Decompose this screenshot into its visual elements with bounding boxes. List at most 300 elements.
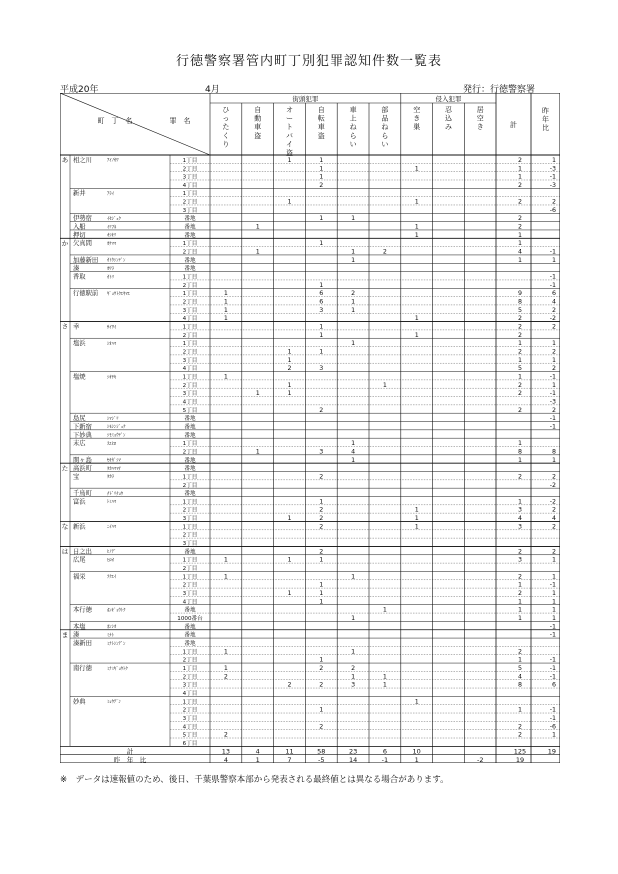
prev-year-header (542, 106, 549, 132)
town-kana: ｲｾｼﾞｭｸ (107, 217, 121, 223)
svg-text:転: 転 (317, 114, 325, 123)
row-sub-label: 1丁目 (182, 374, 198, 381)
cell-value: 1 (319, 156, 324, 164)
cell-value: 1 (319, 598, 324, 606)
town-kana: ｼｵﾊﾏ (107, 341, 117, 347)
cell-value: 1 (351, 298, 356, 306)
town-name: 塩焼 (73, 373, 86, 381)
row-prev: -1 (549, 664, 556, 672)
row-sub-label: 番地 (184, 224, 196, 231)
row-prev: -2 (549, 498, 556, 506)
svg-text:盗: 盗 (254, 131, 262, 140)
svg-text:ら: ら (381, 131, 389, 140)
cell-value: 1 (223, 290, 228, 298)
cell-value: 1 (287, 356, 292, 364)
row-total: 9 (517, 290, 523, 298)
cell-value: 1 (319, 240, 324, 248)
row-total: 2 (517, 390, 523, 398)
summary-value: 6 (382, 747, 387, 756)
row-sub-label: 2丁目 (182, 707, 198, 714)
cell-value: 1 (382, 606, 387, 614)
cell-value: 1 (287, 590, 292, 598)
row-sub-label: 1丁目 (182, 499, 198, 506)
column-header (381, 105, 388, 148)
cell-value: 2 (319, 723, 324, 731)
town-kana: ｽｴﾋﾛ (107, 441, 117, 447)
cell-value: 2 (319, 506, 324, 514)
total-header: 計 (510, 121, 517, 129)
town-name: 行徳駅前 (73, 290, 99, 298)
row-prev: 1 (551, 598, 556, 606)
row-sub-label: 番地 (184, 457, 196, 464)
section-kana: は (61, 547, 69, 556)
row-sub-label: 番地 (184, 607, 196, 614)
row-total: 1 (517, 373, 523, 381)
row-total: 4 (517, 515, 523, 523)
row-prev: 1 (551, 606, 556, 614)
cell-value: 1 (319, 281, 324, 289)
column-header (477, 105, 484, 131)
town-name: 広尾 (73, 556, 86, 564)
row-prev: 2 (551, 473, 556, 481)
row-sub-label: 番地 (184, 257, 196, 264)
row-prev: 6 (551, 681, 556, 689)
town-kana: ｶﾜﾗ (107, 267, 114, 273)
row-prev: 2 (551, 406, 556, 414)
row-total: 2 (517, 331, 523, 339)
row-total: 8 (517, 298, 523, 306)
cell-value: 2 (351, 290, 356, 298)
row-sub-label: 4丁目 (182, 724, 198, 731)
summary-value: -1 (381, 755, 389, 763)
row-prev: 1 (551, 615, 556, 623)
cell-value: 1 (255, 248, 260, 256)
cell-value: 1 (414, 231, 419, 239)
town-name: 塩浜 (73, 340, 86, 348)
row-prev: 6 (551, 290, 556, 298)
cell-value: 1 (223, 315, 228, 323)
summary-value: -5 (318, 755, 325, 763)
row-total: 2 (517, 181, 523, 189)
row-sub-label: 番地 (184, 432, 196, 439)
svg-text:車: 車 (254, 123, 262, 132)
row-total: 2 (517, 573, 523, 581)
town-kana: ﾀｶﾊﾏﾏﾁ (107, 466, 121, 472)
summary-value: 11 (285, 747, 294, 756)
svg-text:空: 空 (413, 106, 421, 114)
row-prev: -6 (549, 206, 556, 214)
summary-value: 4 (223, 755, 228, 763)
cell-value: 1 (319, 165, 324, 173)
row-sub-label: 2丁目 (182, 507, 198, 514)
row-total: 2 (517, 473, 523, 481)
row-total: 8 (517, 448, 523, 456)
row-prev: 2 (551, 523, 556, 531)
row-prev: 2 (551, 306, 556, 314)
row-sub-label: 3丁目 (182, 541, 198, 548)
row-sub-label: 4丁目 (182, 399, 198, 406)
cell-value: 1 (414, 523, 419, 531)
row-prev: -6 (549, 723, 556, 731)
cell-value: 1 (351, 615, 356, 623)
cell-value: 1 (255, 223, 260, 231)
cell-value: 1 (287, 156, 292, 164)
row-sub-label: 2丁目 (182, 382, 198, 389)
svg-text:年: 年 (542, 115, 549, 124)
svg-text:き: き (476, 123, 484, 132)
table-grid (60, 93, 560, 763)
row-sub-label: 3丁目 (182, 516, 198, 523)
row-sub-label: 2丁目 (182, 657, 198, 664)
compare-label: 昨 年 比 (113, 755, 147, 763)
cell-value: 2 (319, 473, 324, 481)
cell-value: 6 (319, 290, 324, 298)
row-total: 1 (517, 240, 523, 248)
town-kana: ｼﾓﾐｮｳﾃﾞﾝ (107, 433, 126, 439)
row-prev: 4 (551, 298, 556, 306)
town-name: 本行徳 (73, 606, 92, 614)
cell-value: 2 (223, 673, 228, 681)
cell-value: 1 (414, 515, 419, 523)
section-kana: あ (61, 156, 69, 165)
svg-text:比: 比 (542, 124, 549, 133)
cell-value: 6 (319, 298, 324, 306)
report-month: 4月 (205, 85, 220, 95)
row-sub-label: 2丁目 (182, 199, 198, 206)
row-total: 2 (517, 223, 523, 231)
row-sub-label: 1丁目 (182, 557, 198, 564)
svg-text:込: 込 (445, 114, 452, 123)
svg-text:盗: 盗 (317, 131, 325, 140)
row-total: 8 (517, 681, 523, 689)
row-total: 5 (517, 664, 523, 672)
town-name: 末広 (73, 440, 86, 448)
cell-value: 1 (319, 581, 324, 589)
row-total: 2 (517, 315, 523, 323)
row-prev: 1 (551, 256, 556, 264)
cell-value: 1 (223, 556, 228, 564)
section-kana: ま (61, 630, 69, 639)
cell-value: 4 (351, 448, 356, 456)
row-sub-label: 2丁目 (182, 482, 198, 489)
town-name: 下妙典 (73, 431, 92, 439)
row-total: 2 (517, 156, 523, 164)
section-kana: か (61, 239, 69, 248)
svg-text:ひ: ひ (222, 106, 230, 114)
row-total: 1 (517, 165, 523, 173)
cell-value: 1 (414, 165, 419, 173)
row-sub-label: 3丁目 (182, 715, 198, 722)
cell-value: 2 (382, 248, 387, 256)
cell-value: 1 (351, 440, 356, 448)
town-kana: ﾐﾅﾄ (107, 633, 114, 639)
corner-town-label: 町 丁 名 (97, 117, 133, 125)
row-prev: -1 (549, 714, 556, 722)
row-prev: 1 (551, 456, 556, 464)
cell-value: 1 (351, 673, 356, 681)
cell-value: 1 (414, 506, 419, 514)
row-prev: -3 (549, 181, 556, 189)
cell-value: 1 (319, 590, 324, 598)
row-sub-label: 番地 (184, 491, 196, 498)
town-kana: ﾐｮｳﾃﾞﾝ (107, 700, 121, 706)
row-total: 2 (517, 731, 523, 739)
row-sub-label: 1丁目 (182, 699, 198, 706)
svg-text:ね: ね (381, 123, 389, 132)
svg-text:り: り (222, 140, 230, 149)
summary-value: 58 (317, 747, 326, 756)
cell-value: 1 (223, 573, 228, 581)
cell-value: 1 (414, 198, 419, 206)
row-prev: 4 (551, 515, 556, 523)
document-title: 行徳警察署管内町丁別犯罪認知件数一覧表 (175, 54, 442, 69)
row-sub-label: 1丁目 (182, 524, 198, 531)
svg-text:動: 動 (254, 114, 262, 123)
town-kana: ｼﾓｼﾝｼﾞｭｸ (107, 425, 126, 431)
svg-text:ト: ト (286, 123, 293, 132)
town-name: 湊新田 (73, 639, 92, 647)
town-kana: ｾｷｶﾞｼﾏ (107, 458, 121, 464)
cell-value: 1 (255, 448, 260, 456)
svg-text:居: 居 (476, 106, 484, 114)
row-sub-label: 1丁目 (182, 474, 198, 481)
row-sub-label: 3丁目 (182, 682, 198, 689)
cell-value: 3 (351, 681, 356, 689)
summary-value: 10 (412, 747, 421, 756)
column-header (413, 105, 420, 131)
town-name: 関ヶ島 (73, 456, 92, 464)
svg-text:い: い (349, 140, 357, 149)
town-name: 入船 (73, 223, 86, 231)
cell-value: 2 (223, 731, 228, 739)
row-total: 5 (517, 365, 523, 373)
cell-value: 1 (319, 656, 324, 664)
town-name: 欠真間 (73, 240, 92, 248)
cell-value: 1 (319, 173, 324, 181)
town-name: 本塩 (73, 623, 86, 631)
row-prev: -1 (549, 273, 556, 281)
svg-text:空: 空 (476, 114, 484, 123)
row-total: 1 (517, 173, 523, 181)
cell-value: 1 (319, 556, 324, 564)
row-sub-label: 2丁目 (182, 332, 198, 339)
row-sub-label: 1丁目 (182, 274, 198, 281)
row-sub-label: 番地 (184, 640, 196, 647)
row-sub-label: 2丁目 (182, 282, 198, 289)
town-name: 伊勢宿 (73, 215, 92, 223)
svg-text:上: 上 (349, 114, 357, 123)
cell-value: 1 (382, 673, 387, 681)
row-sub-label: 2丁目 (182, 249, 198, 256)
cell-value: 2 (319, 681, 324, 689)
cell-value: 1 (319, 323, 324, 331)
row-prev: 1 (551, 356, 556, 364)
cell-value: 1 (351, 573, 356, 581)
row-total: 2 (517, 548, 523, 556)
summary-value: 1 (255, 755, 260, 763)
row-sub-label: 5丁目 (182, 732, 198, 739)
section-kana: な (61, 522, 69, 531)
row-prev: 1 (551, 573, 556, 581)
town-kana: ﾄﾐﾊﾏ (107, 500, 117, 506)
cell-value: 1 (351, 248, 356, 256)
cell-value: 2 (319, 548, 324, 556)
cell-value: 1 (351, 648, 356, 656)
town-name: 相之川 (73, 156, 92, 164)
row-prev: -1 (549, 248, 556, 256)
svg-text:く: く (222, 131, 230, 140)
town-kana: ｲﾘﾌﾈ (107, 225, 117, 231)
row-prev: -1 (549, 631, 556, 639)
svg-text:オ: オ (286, 106, 293, 114)
cell-value: 1 (255, 390, 260, 398)
row-prev: -1 (549, 373, 556, 381)
footnote: ※ データは速報値のため、後日、千葉県警察本部から発表される最終値とは異なる場合があります。 (60, 775, 449, 785)
group-header: 街頭犯罪 (292, 95, 319, 103)
svg-text:き: き (413, 114, 421, 123)
row-total: 1 (517, 340, 523, 348)
summary-value: -2 (477, 755, 484, 763)
row-sub-label: 3丁目 (182, 207, 198, 214)
summary-value: 13 (221, 747, 231, 756)
row-prev: -1 (549, 673, 556, 681)
cell-value: 1 (287, 515, 292, 523)
cell-value: 1 (287, 198, 292, 206)
row-total: 2 (517, 323, 523, 331)
cell-value: 1 (287, 556, 292, 564)
cell-value: 1 (382, 381, 387, 389)
row-sub-label: 番地 (184, 424, 196, 431)
town-name: 千鳥町 (73, 490, 92, 498)
row-total: 5 (517, 306, 523, 314)
column-header (254, 105, 261, 140)
row-sub-label: 4丁目 (182, 316, 198, 323)
town-kana: ﾁﾄﾞﾘﾁｮｳ (107, 491, 124, 497)
town-kana: ﾋﾉﾃﾞ (107, 550, 117, 556)
row-sub-label: 4丁目 (182, 366, 198, 373)
row-sub-label: 2丁目 (182, 566, 198, 573)
row-sub-label: 2丁目 (182, 674, 198, 681)
row-sub-label: 1丁目 (182, 665, 198, 672)
town-kana: ﾐﾅﾐｷﾞｮｳﾄｸ (107, 666, 128, 672)
row-total: 1 (517, 440, 523, 448)
town-kana: ｶｹﾏﾏ (107, 242, 117, 248)
row-sub-label: 2丁目 (182, 532, 198, 539)
row-prev: 1 (551, 590, 556, 598)
svg-text:た: た (222, 123, 230, 132)
town-name: 富浜 (73, 498, 86, 506)
svg-text:自: 自 (254, 106, 262, 114)
summary-value: 4 (255, 747, 260, 756)
publisher: 発行：行徳警察署 (463, 85, 536, 95)
row-prev: -1 (549, 656, 556, 664)
svg-text:巣: 巣 (413, 123, 421, 132)
svg-text:車: 車 (349, 106, 357, 114)
cell-value: 1 (287, 381, 292, 389)
row-sub-label: 2丁目 (182, 349, 198, 356)
summary-prev: 19 (547, 747, 556, 756)
cell-value: 2 (351, 664, 356, 672)
row-sub-label: 1丁目 (182, 191, 198, 198)
cell-value: 2 (319, 664, 324, 672)
cell-value: 1 (223, 664, 228, 672)
row-sub-label: 番地 (184, 624, 196, 631)
town-kana: ｼﾏｼﾞﾘ (107, 416, 119, 422)
row-prev: 2 (551, 323, 556, 331)
town-name: 加藤新田 (73, 256, 99, 264)
row-prev: -1 (549, 706, 556, 714)
town-name: 幸 (73, 323, 80, 331)
section-kana: さ (61, 322, 69, 331)
svg-text:い: い (381, 140, 389, 149)
town-kana: ﾋﾛｵ (107, 558, 114, 564)
row-sub-label: 番地 (184, 549, 196, 556)
row-sub-label: 2丁目 (182, 449, 198, 456)
row-prev: 1 (551, 156, 556, 164)
row-sub-label: 番地 (184, 632, 196, 639)
row-total: 4 (517, 673, 523, 681)
cell-value: 2 (319, 181, 324, 189)
row-prev: 2 (551, 548, 556, 556)
row-sub-label: 番地 (184, 232, 196, 239)
cell-value: 2 (319, 523, 324, 531)
row-prev: -1 (549, 173, 556, 181)
town-kana: ﾐﾅﾄｼﾝﾃﾞﾝ (107, 641, 126, 647)
cell-value: 1 (351, 256, 356, 264)
row-sub-label: 番地 (184, 466, 196, 473)
row-prev: 1 (551, 381, 556, 389)
row-total: 2 (517, 198, 523, 206)
town-name: 湊 (73, 631, 80, 639)
town-kana: ﾌｸｴｲ (107, 575, 117, 581)
row-sub-label: 2丁目 (182, 166, 198, 173)
row-sub-label: 1000番台 (177, 616, 203, 623)
town-kana: ｻｲﾜｲ (107, 325, 117, 331)
row-total: 1 (517, 356, 523, 364)
row-total: 2 (517, 590, 523, 598)
town-name: 島尻 (73, 415, 86, 423)
cell-value: 3 (319, 448, 324, 456)
row-prev: -3 (549, 165, 556, 173)
row-total: 1 (517, 598, 523, 606)
row-sub-label: 1丁目 (182, 324, 198, 331)
row-prev: -1 (549, 423, 556, 431)
section-kana: た (61, 464, 69, 473)
row-prev: -3 (549, 398, 556, 406)
summary-total: 19 (515, 755, 525, 763)
cell-value: 1 (351, 215, 356, 223)
svg-text:バ: バ (286, 131, 293, 140)
town-kana: ｼｵﾔｷ (107, 375, 117, 381)
svg-text:昨: 昨 (542, 107, 549, 115)
town-name: 新井 (73, 190, 86, 198)
row-sub-label: 3丁目 (182, 174, 198, 181)
cell-value: 1 (351, 340, 356, 348)
cell-value: 1 (351, 306, 356, 314)
row-prev: 1 (551, 731, 556, 739)
row-total: 2 (517, 723, 523, 731)
summary-value: 1 (414, 755, 419, 763)
town-kana: ｵｼｷﾘ (107, 233, 117, 239)
row-sub-label: 3丁目 (182, 391, 198, 398)
svg-text:品: 品 (381, 114, 389, 123)
row-sub-label: 3丁目 (182, 591, 198, 598)
row-sub-label: 4丁目 (182, 599, 198, 606)
cell-value: 1 (287, 390, 292, 398)
column-header (286, 106, 293, 157)
row-prev: -2 (549, 481, 556, 489)
cell-value: 2 (287, 681, 292, 689)
